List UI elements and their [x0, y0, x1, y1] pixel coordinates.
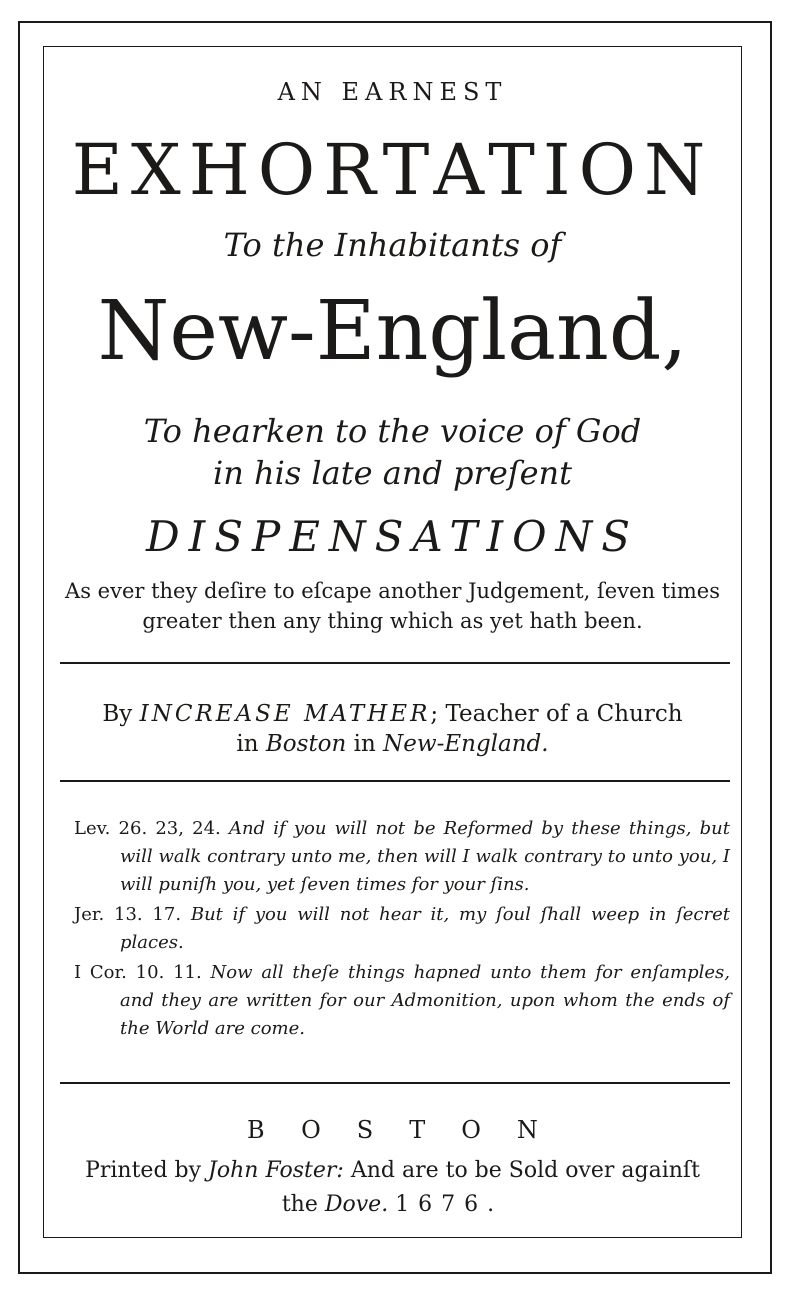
- divider-rule: [60, 1082, 730, 1084]
- inner-border: [43, 46, 742, 1238]
- title-to-inhabitants: To the Inhabitants of: [223, 226, 562, 264]
- author-in: in: [236, 731, 259, 757]
- scripture-quote: [74, 959, 730, 1043]
- quote-reference: Lev. 26. 23, 24.: [74, 818, 221, 839]
- imprint-sign: Dove.: [324, 1192, 389, 1217]
- title-exhortation: EXHORTATION: [71, 129, 714, 211]
- scripture-quote: [74, 901, 730, 957]
- quote-reference: I Cor. 10. 11.: [74, 962, 202, 983]
- title-dispensations: DISPENSATIONS: [145, 512, 640, 561]
- author-name: INCREASE MATHER: [139, 701, 431, 727]
- author-block: [43, 699, 742, 759]
- title-new-england: New-England,: [97, 284, 688, 379]
- imprint-city: BOSTON: [247, 1116, 574, 1144]
- subtitle-hearken: [43, 410, 742, 494]
- imprint-the: the: [281, 1192, 318, 1217]
- quote-text: Now all theſe things hapned unto them for enſamples, and they are written for our Admonition, upon whom the ends of the World are come.: [120, 962, 730, 1039]
- judgement-line-2: greater then any thing which as yet hath been.: [142, 609, 643, 633]
- author-colony: New-England.: [383, 731, 549, 757]
- imprint-line-1: [43, 1154, 742, 1188]
- subtitle-line-2: in his late and preſent: [212, 454, 573, 492]
- subtitle-line-1: To hearken to the voice of God: [143, 412, 642, 450]
- judgement-line-1: As ever they deſire to eſcape another Judgement, ſeven times: [65, 579, 720, 603]
- imprint-year: 1676.: [395, 1192, 504, 1217]
- quote-reference: Jer. 13. 17.: [74, 904, 182, 925]
- imprint-printer: John Foster:: [208, 1158, 344, 1183]
- scripture-quote: [74, 815, 730, 899]
- author-in-2: in: [353, 731, 376, 757]
- subtitle-judgement: [43, 576, 742, 636]
- imprint-sold: And are to be Sold over againſt: [350, 1158, 700, 1183]
- divider-rule: [60, 780, 730, 782]
- quote-text: And if you will not be Reformed by these things, but will walk contrary unto me, then will I walk contrary to unto you, I will puniſh you, yet ſeven times for your ſins.: [120, 818, 731, 895]
- title-line-an-earnest: AN EARNEST: [277, 78, 508, 106]
- author-line-1: [43, 699, 742, 729]
- author-town: Boston: [265, 731, 347, 757]
- author-role: ; Teacher of a Church: [430, 701, 683, 727]
- imprint-block: [43, 1154, 742, 1222]
- author-line-2: [43, 729, 742, 759]
- scripture-quotes: [74, 815, 730, 1045]
- quote-text: But if you will not hear it, my ſoul ſhall weep in ſecret places.: [120, 904, 731, 953]
- divider-rule: [60, 662, 730, 664]
- imprint-printed-by: Printed by: [85, 1158, 202, 1183]
- author-by: By: [102, 701, 133, 727]
- imprint-line-2: [43, 1188, 742, 1222]
